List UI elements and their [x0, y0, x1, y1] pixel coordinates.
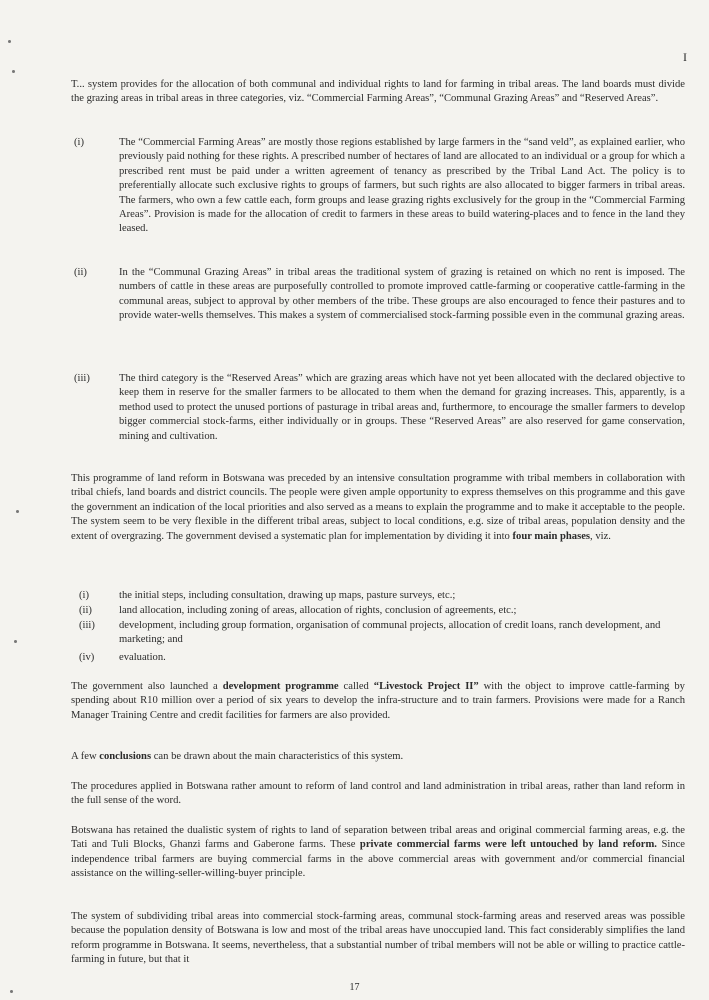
bold-run: private commercial farms were left untouched by land reform. — [359, 839, 657, 851]
category-item — [74, 372, 685, 444]
item-number: (i) — [79, 590, 89, 601]
phase-item — [79, 604, 685, 618]
intro-paragraph: T... system provides for the allocation of both communal and individual rights to land for farming in tribal areas. The land boards must divide the grazing areas in tribal areas in three categories, viz. “Commercial Farming Areas”, “Communal Grazing Areas” and “Reserved Areas”. — [71, 79, 685, 105]
procedures-paragraph: The procedures applied in Botswana rather amount to reform of land control and land administration in tribal areas, rather than land reform in the full sense of the word. — [71, 781, 685, 807]
item-number: (iv) — [79, 652, 95, 663]
text-run: can be drawn about the main characteristics of this system. — [153, 751, 404, 762]
item-text: In the “Communal Grazing Areas” in tribal areas the traditional system of grazing is retained on which no rent is imposed. The numbers of cattle in these areas are purposefully controlled to promote improved cattle-farming or cooperative cattle-farming in the communal areas, subject to approval by other members of the tribe. These groups are also encouraged to fence their pastures and to provide water-wells themselves. This makes a system of commercialised stock-farming possible even in the communal grazing areas. — [119, 267, 685, 322]
subdivision-paragraph: The system of subdividing tribal areas into commercial stock-farming areas, communal stock-farming areas and reserved areas was possible because the population density of Botswana is low and most of the tribal areas have unoccupied land. This fact considerably simplifies the land reform programme in Botswana. It seems, nevertheless, that a substantial number of tribal members will not be able or willing to practice cattle-farming in future, but that it — [71, 911, 685, 966]
item-text: The third category is the “Reserved Areas” which are grazing areas which have not yet been allocated with the declared objective to keep them in reserve for the smaller farmers to be allocated to them when the demand for grazing increases. This, apparently, is a method used to protect the unused portions of pasturage in tribal areas and, furthermore, to encourage the smaller farmers to develop bigger commercial stock-farms, either individually or in groups. These “Reserved Areas” are also reserved for game conservation, mining and cultivation. — [119, 373, 685, 442]
text-run: with the object to improve cattle-farming by spending about R10 million over a period of six years to develop the infra-structure and to train farmers. Provisions were made for a Ranch Manager Training Centre and credit facilities for farmers are also provided. — [71, 681, 685, 721]
programme-bold: four main phases — [512, 530, 591, 542]
text-run: called — [343, 681, 369, 692]
conclusions-paragraph — [71, 750, 685, 764]
phase-item — [79, 651, 685, 665]
item-text: evaluation. — [119, 652, 166, 663]
item-text: the initial steps, including consultation, drawing up maps, pasture surveys, etc.; — [119, 590, 456, 601]
text-run: The government also launched a — [71, 681, 218, 692]
bold-run: conclusions — [99, 751, 152, 762]
item-number: (ii) — [74, 267, 87, 278]
text-run: Since independence tribal farmers are buying commercial farms in the above commercial areas with government and/or commercial financial assistance on the willing-seller-willing-buyer principle. — [71, 839, 685, 880]
corner-mark: I — [683, 50, 687, 64]
programme-tail: , viz. — [590, 530, 611, 542]
item-text: land allocation, including zoning of areas, allocation of rights, conclusion of agreements, etc.; — [119, 605, 517, 616]
phase-item — [79, 619, 685, 648]
item-text: The “Commercial Farming Areas” are mostly those regions established by large farmers in the “sand veld”, as explained earlier, who previously paid nothing for these rights. A prescribed number of hectares of land are allocated to an individual or a group for which a prescribed rent must be paid under a written agreement of tenancy as prescribed by the Tribal Land Act. The policy is to preferentially allocate such exclusive rights to groups of farmers, but such rights are also allocated to bigger farmers in tribal areas. The farmers, who own a few cattle each, form groups and lease grazing rights exclusively for the group in the “Commercial Farming Areas”. Provision is made for the allocation of credit to farmers in these areas to build watering-places and to fence in the land they leased. — [119, 137, 685, 235]
item-number: (iii) — [74, 373, 90, 384]
text-run: A few — [71, 751, 97, 762]
category-item — [74, 266, 685, 324]
item-number: (i) — [74, 137, 84, 148]
item-number: (iii) — [79, 620, 95, 631]
development-paragraph — [71, 680, 685, 723]
item-text: development, including group formation, organisation of communal projects, allocation of credit loans, ranch development, and marketing; and — [119, 620, 661, 646]
dualistic-paragraph — [71, 824, 685, 882]
page-number: 17 — [349, 982, 360, 993]
scan-speck — [8, 40, 11, 43]
text-run: Botswana has retained the dualistic system of rights to land of separation between tribal areas and original commercial farming areas, e.g. the Tati and Tuli Blocks, Ghanzi farms and Gaberone farms. These — [71, 825, 685, 851]
programme-text: This programme of land reform in Botswana was preceded by an intensive consultation programme with tribal members in collaboration with tribal chiefs, land boards and district councils. The people were given ample opportunity to express themselves on this programme and this gave the government an indication of the local priorities and also served as a means to explain the programme and to make it acceptable to the people. The system seem to be very flexible in the different tribal areas, subject to local conditions, e.g. size of tribal areas, population density and the extent of overgrazing. The government devised a systematic plan for implementation by dividing it into — [71, 473, 685, 542]
scan-speck — [16, 510, 19, 513]
programme-paragraph — [71, 472, 685, 544]
phase-item — [79, 589, 685, 603]
category-item — [74, 136, 685, 237]
item-number: (ii) — [79, 605, 92, 616]
scan-speck — [14, 640, 17, 643]
scan-speck — [12, 70, 15, 73]
bold-run: development programme — [222, 681, 339, 692]
bold-run: “Livestock Project II” — [373, 681, 479, 692]
